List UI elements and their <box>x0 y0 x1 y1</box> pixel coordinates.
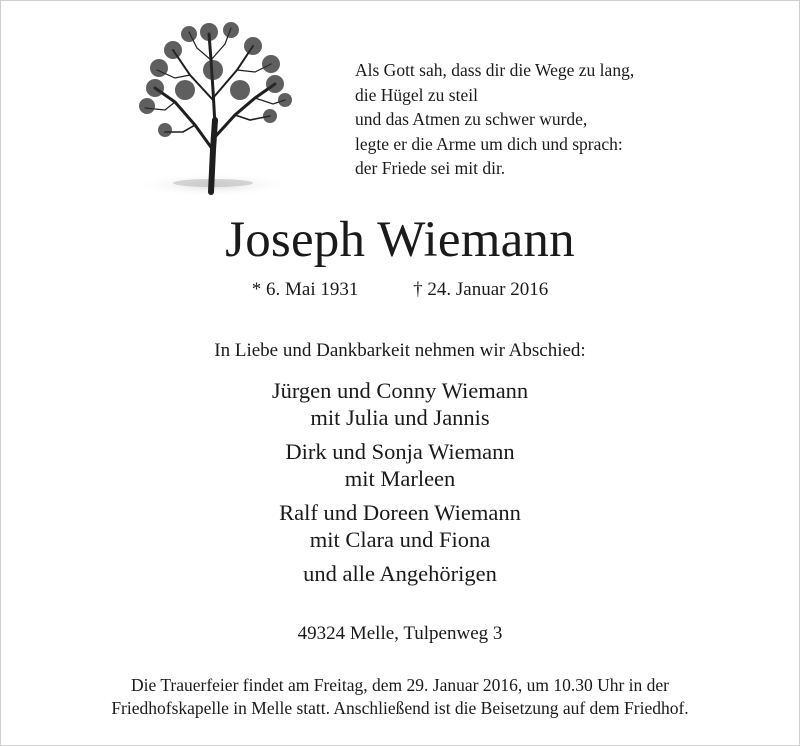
poem-line: und das Atmen zu schwer wurde, <box>355 109 588 129</box>
mourner-children: mit Julia und Jannis <box>310 405 490 430</box>
mourner-names: Jürgen und Conny Wiemann <box>271 378 529 403</box>
poem <box>355 58 634 181</box>
mourner-children: mit Clara und Fiona <box>309 527 491 552</box>
poem-line: legte er die Arme um dich und sprach: <box>355 133 623 154</box>
death-date: † 24. Januar 2016 <box>413 279 549 300</box>
mourners-list <box>0 377 800 594</box>
poem-line: Als Gott sah, dass dir die Wege zu lang, <box>355 60 635 80</box>
poem-line: die Hügel zu steil <box>355 84 478 105</box>
funeral-notice-line: Die Trauerfeier findet am Freitag, dem 29. Januar 2016, um 10.30 Uhr in der <box>131 675 669 695</box>
farewell-intro: In Liebe und Dankbarkeit nehmen wir Abschied: <box>214 340 586 361</box>
mourner-group <box>0 499 800 553</box>
mourner-group <box>0 438 800 492</box>
mourner-group <box>0 377 800 431</box>
mourner-children: mit Marleen <box>344 466 456 491</box>
deceased-name: Joseph Wiemann <box>225 212 575 268</box>
mourner-names: Ralf und Doreen Wiemann <box>279 500 521 525</box>
mourner-names: Dirk und Sonja Wiemann <box>285 439 515 464</box>
funeral-notice-line: Friedhofskapelle in Melle statt. Anschließend ist die Beisetzung auf dem Friedhof. <box>111 698 689 718</box>
family-address: 49324 Melle, Tulpenweg 3 <box>297 623 503 644</box>
tree-icon <box>125 20 300 200</box>
relatives-text: und alle Angehörigen <box>303 561 497 586</box>
funeral-notice <box>0 674 800 720</box>
life-dates <box>0 278 800 302</box>
birth-date: * 6. Mai 1931 <box>251 279 359 300</box>
poem-line: der Friede sei mit dir. <box>355 158 506 178</box>
relatives-line <box>0 560 800 587</box>
